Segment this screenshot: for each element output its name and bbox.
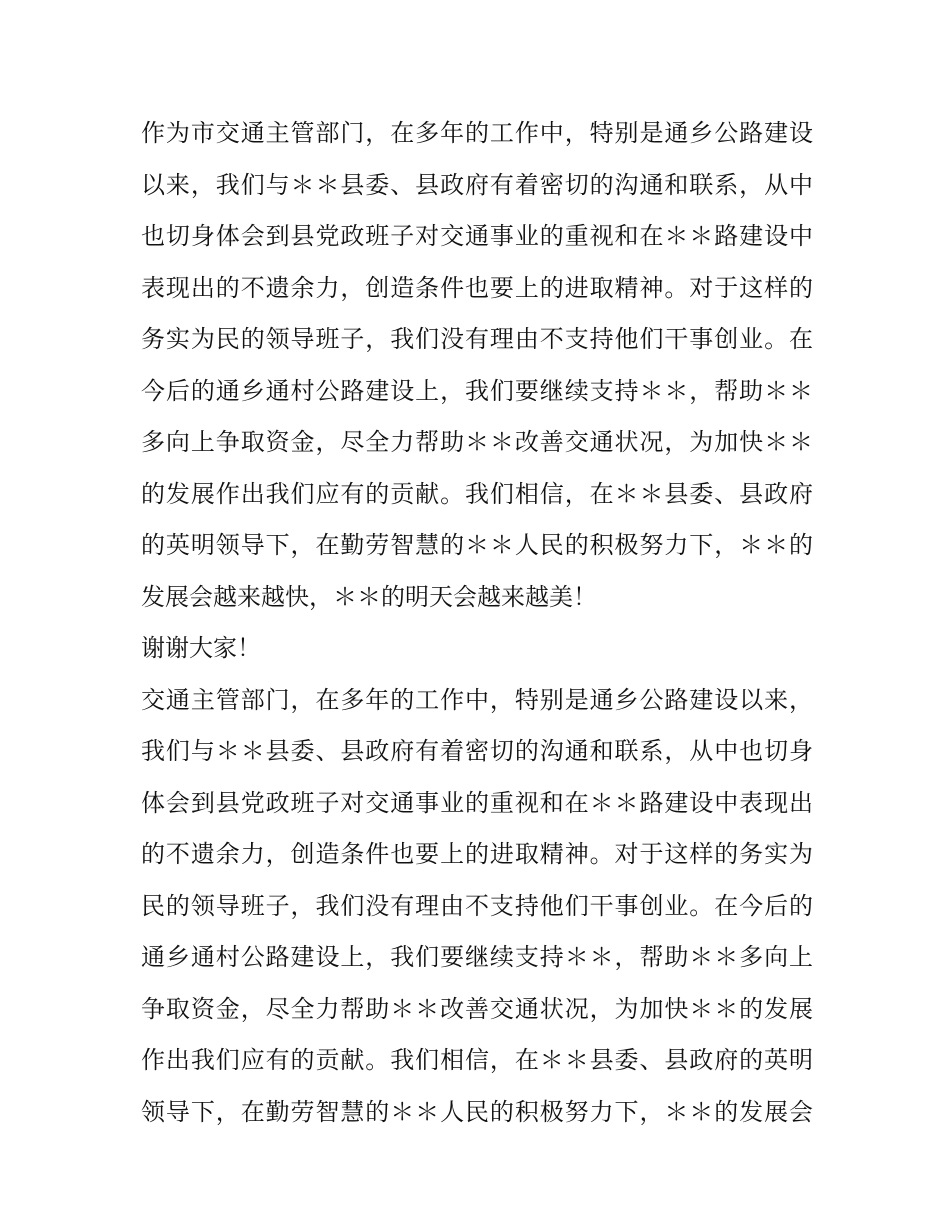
paragraph-3-line: 的不遗余力，创造条件也要上的进取精神。对于这样的务实为	[141, 840, 813, 868]
paragraph-3-line: 争取资金，尽全力帮助＊＊改善交通状况，为加快＊＊的发展	[141, 994, 813, 1023]
paragraph-3-line: 领导下，在勤劳智慧的＊＊人民的积极努力下，＊＊的发展会	[141, 1097, 813, 1126]
paragraph-3-line: 作出我们应有的贡献。我们相信，在＊＊县委、县政府的英明	[141, 1046, 813, 1074]
paragraph-1-line: 以来，我们与＊＊县委、县政府有着密切的沟通和联系，从中	[141, 170, 813, 199]
paragraph-3-line: 通乡通村公路建设上，我们要继续支持＊＊，帮助＊＊多向上	[141, 943, 813, 971]
paragraph-1-line: 发展会越来越快，＊＊的明天会越来越美！	[141, 582, 597, 611]
paragraph-3-line: 我们与＊＊县委、县政府有着密切的沟通和联系，从中也切身	[141, 737, 813, 765]
closing-thanks: 谢谢大家！	[141, 634, 261, 662]
paragraph-3-line: 体会到县党政班子对交通事业的重视和在＊＊路建设中表现出	[141, 788, 813, 817]
document-body	[141, 108, 813, 1138]
paragraph-1-line: 多向上争取资金，尽全力帮助＊＊改善交通状况，为加快＊＊	[141, 428, 813, 456]
paragraph-1-line: 的发展作出我们应有的贡献。我们相信，在＊＊县委、县政府	[141, 479, 813, 508]
paragraph-3-line: 交通主管部门，在多年的工作中，特别是通乡公路建设以来，	[141, 685, 813, 714]
paragraph-1-line: 今后的通乡通村公路建设上，我们要继续支持＊＊，帮助＊＊	[141, 376, 813, 405]
paragraph-1-line: 务实为民的领导班子，我们没有理由不支持他们干事创业。在	[141, 325, 813, 353]
paragraph-1-line: 也切身体会到县党政班子对交通事业的重视和在＊＊路建设中	[141, 222, 813, 250]
paragraph-3-line: 民的领导班子，我们没有理由不支持他们干事创业。在今后的	[141, 891, 813, 920]
paragraph-1-line: 的英明领导下，在勤劳智慧的＊＊人民的积极努力下，＊＊的	[141, 531, 813, 559]
paragraph-1-line: 表现出的不遗余力，创造条件也要上的进取精神。对于这样的	[141, 273, 813, 302]
paragraph-1-line: 作为市交通主管部门，在多年的工作中，特别是通乡公路建设	[141, 119, 813, 147]
